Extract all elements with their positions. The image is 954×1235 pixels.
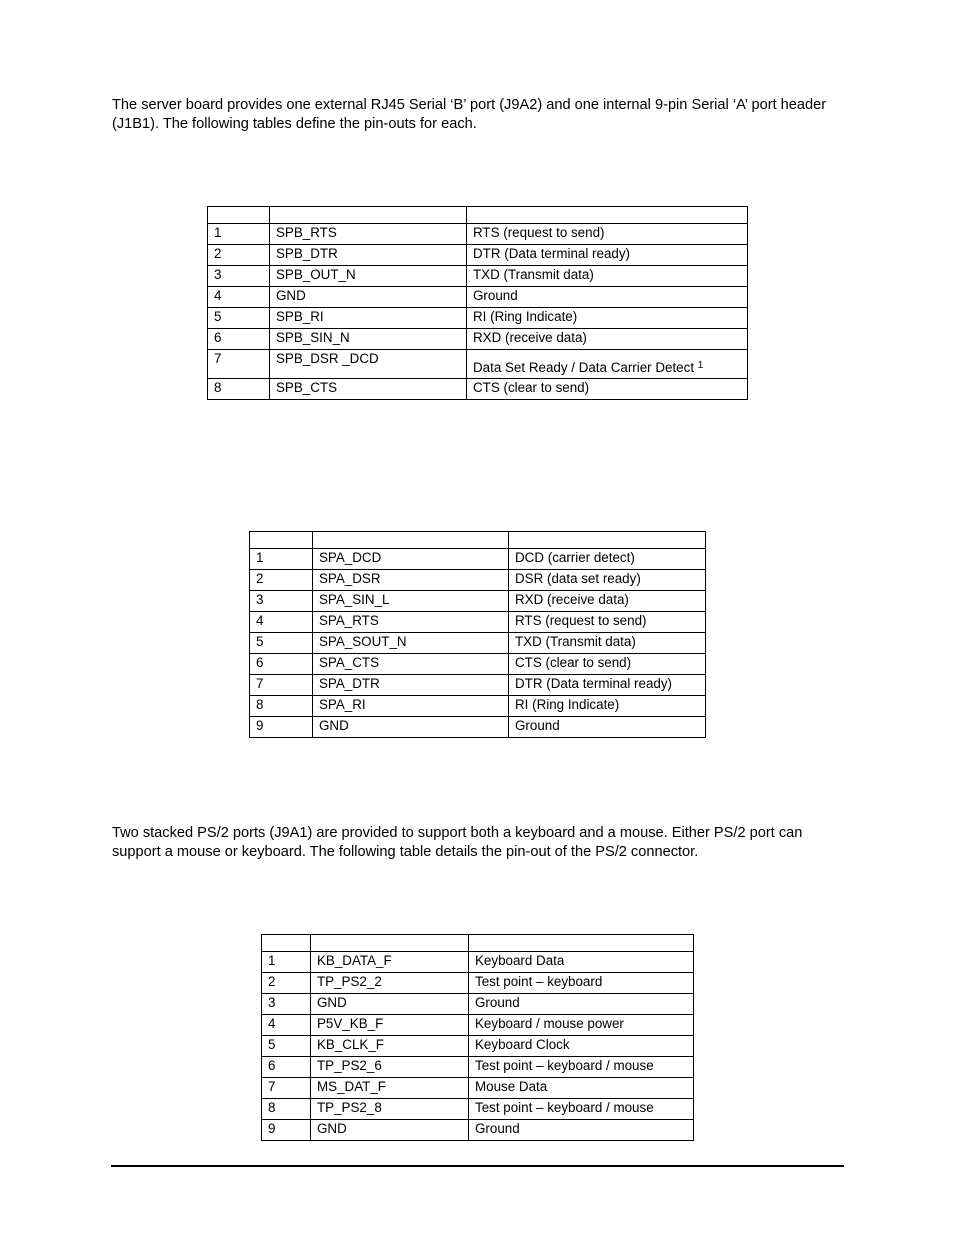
pin-cell: 1 (208, 224, 270, 245)
header-cell (313, 532, 509, 549)
description-cell: Keyboard Data (469, 952, 694, 973)
description-cell: CTS (clear to send) (509, 654, 706, 675)
table-row (262, 1015, 694, 1036)
signal-cell: SPA_RTS (313, 612, 509, 633)
table-row (250, 633, 706, 654)
pin-cell: 8 (250, 696, 313, 717)
table-row (208, 379, 748, 400)
table-row (208, 308, 748, 329)
pin-cell: 2 (250, 570, 313, 591)
header-cell (262, 935, 311, 952)
pin-cell: 4 (250, 612, 313, 633)
description-cell: RTS (request to send) (509, 612, 706, 633)
table-row (250, 675, 706, 696)
pin-cell: 6 (250, 654, 313, 675)
signal-cell: TP_PS2_2 (311, 973, 469, 994)
table-row (208, 266, 748, 287)
table-row (250, 591, 706, 612)
signal-cell: GND (270, 287, 467, 308)
pin-cell: 9 (262, 1120, 311, 1141)
header-cell (467, 207, 748, 224)
signal-cell: SPA_SIN_L (313, 591, 509, 612)
header-cell (311, 935, 469, 952)
signal-cell: SPB_RI (270, 308, 467, 329)
intro-paragraph: The server board provides one external RJ45 Serial ‘B’ port (J9A2) and one internal 9-pin Serial ‘A’ port header (J1B1). The following tables define the pin-outs for each. (112, 97, 827, 132)
signal-cell: SPB_DTR (270, 245, 467, 266)
signal-cell: SPA_DSR (313, 570, 509, 591)
table-row (250, 612, 706, 633)
description-cell: RI (Ring Indicate) (509, 696, 706, 717)
description-cell: Test point – keyboard / mouse (469, 1057, 694, 1078)
pin-cell: 3 (208, 266, 270, 287)
pin-cell: 1 (262, 952, 311, 973)
pin-cell: 3 (250, 591, 313, 612)
signal-cell: SPB_SIN_N (270, 329, 467, 350)
pin-cell: 5 (250, 633, 313, 654)
description-cell: RI (Ring Indicate) (467, 308, 748, 329)
table-row (262, 1036, 694, 1057)
table-header-row (262, 935, 694, 952)
pin-cell: 7 (208, 350, 270, 379)
description-cell: TXD (Transmit data) (509, 633, 706, 654)
signal-cell: SPA_DCD (313, 549, 509, 570)
description-text: Data Set Ready / Data Carrier Detect (473, 360, 698, 375)
signal-cell: TP_PS2_6 (311, 1057, 469, 1078)
table-row (262, 1078, 694, 1099)
table-row (262, 973, 694, 994)
table-row (208, 350, 748, 379)
ps2-pinout-table (261, 934, 694, 1141)
rj45-serial-b-pinout-table (207, 206, 748, 400)
table-row (262, 952, 694, 973)
signal-cell: KB_CLK_F (311, 1036, 469, 1057)
table-row (262, 1057, 694, 1078)
signal-cell: SPB_CTS (270, 379, 467, 400)
signal-cell: GND (311, 1120, 469, 1141)
serial-a-header-pinout-table (249, 531, 706, 738)
description-cell: Keyboard / mouse power (469, 1015, 694, 1036)
description-cell: TXD (Transmit data) (467, 266, 748, 287)
table-row (250, 696, 706, 717)
description-cell: RXD (receive data) (509, 591, 706, 612)
signal-cell: SPA_RI (313, 696, 509, 717)
table-header-row (250, 532, 706, 549)
header-cell (469, 935, 694, 952)
header-cell (208, 207, 270, 224)
signal-cell: GND (313, 717, 509, 738)
table-row (262, 1099, 694, 1120)
header-cell (270, 207, 467, 224)
table-row (262, 1120, 694, 1141)
description-cell: Test point – keyboard (469, 973, 694, 994)
pin-cell: 7 (250, 675, 313, 696)
table-row (208, 287, 748, 308)
pin-cell: 7 (262, 1078, 311, 1099)
footer-divider (111, 1165, 844, 1167)
table-row (208, 224, 748, 245)
table-header-row (208, 207, 748, 224)
table-row (262, 994, 694, 1015)
table-row (208, 329, 748, 350)
description-cell: RXD (receive data) (467, 329, 748, 350)
description-cell: Ground (469, 1120, 694, 1141)
description-cell: DSR (data set ready) (509, 570, 706, 591)
signal-cell: MS_DAT_F (311, 1078, 469, 1099)
signal-cell: SPB_DSR _DCD (270, 350, 467, 379)
description-cell: DTR (Data terminal ready) (509, 675, 706, 696)
signal-cell: SPA_DTR (313, 675, 509, 696)
signal-cell: KB_DATA_F (311, 952, 469, 973)
header-cell (509, 532, 706, 549)
description-cell: Mouse Data (469, 1078, 694, 1099)
signal-cell: SPB_RTS (270, 224, 467, 245)
description-cell: DTR (Data terminal ready) (467, 245, 748, 266)
pin-cell: 4 (208, 287, 270, 308)
footnote-marker: 1 (697, 360, 704, 371)
description-cell: Ground (469, 994, 694, 1015)
description-cell: Keyboard Clock (469, 1036, 694, 1057)
pin-cell: 6 (208, 329, 270, 350)
signal-cell: GND (311, 994, 469, 1015)
pin-cell: 4 (262, 1015, 311, 1036)
pin-cell: 2 (208, 245, 270, 266)
pin-cell: 2 (262, 973, 311, 994)
description-cell: RTS (request to send) (467, 224, 748, 245)
table-row (250, 570, 706, 591)
table-row (250, 717, 706, 738)
description-cell (467, 350, 748, 379)
table-row (208, 245, 748, 266)
table-row (250, 549, 706, 570)
pin-cell: 6 (262, 1057, 311, 1078)
pin-cell: 3 (262, 994, 311, 1015)
signal-cell: SPA_CTS (313, 654, 509, 675)
signal-cell: SPB_OUT_N (270, 266, 467, 287)
pin-cell: 9 (250, 717, 313, 738)
description-cell: Test point – keyboard / mouse (469, 1099, 694, 1120)
pin-cell: 8 (208, 379, 270, 400)
description-cell: CTS (clear to send) (467, 379, 748, 400)
ps2-paragraph: Two stacked PS/2 ports (J9A1) are provided to support both a keyboard and a mouse. Either PS/2 port can support a mouse or keyboard. The following table details the pin-out of the PS/2 connector. (112, 825, 803, 860)
pin-cell: 1 (250, 549, 313, 570)
signal-cell: TP_PS2_8 (311, 1099, 469, 1120)
description-cell: DCD (carrier detect) (509, 549, 706, 570)
pin-cell: 8 (262, 1099, 311, 1120)
pin-cell: 5 (262, 1036, 311, 1057)
description-cell: Ground (509, 717, 706, 738)
header-cell (250, 532, 313, 549)
signal-cell: SPA_SOUT_N (313, 633, 509, 654)
pin-cell: 5 (208, 308, 270, 329)
table-row (250, 654, 706, 675)
description-cell: Ground (467, 287, 748, 308)
signal-cell: P5V_KB_F (311, 1015, 469, 1036)
